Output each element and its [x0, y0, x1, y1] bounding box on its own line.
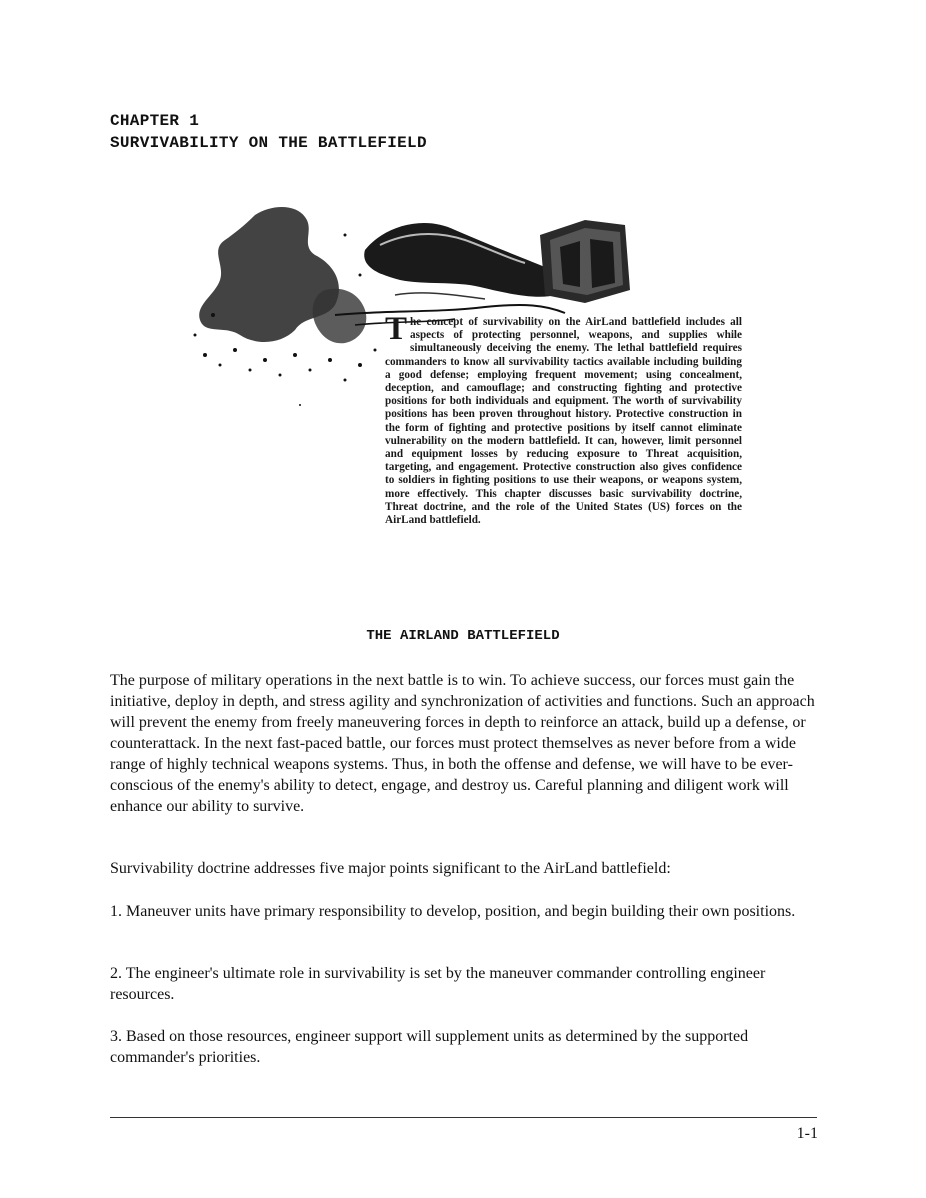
- list-item-2: 2. The engineer's ultimate role in survivability is set by the maneuver commander controlling engineer resources.: [110, 965, 766, 1003]
- page-number: 1-1: [796, 1125, 818, 1142]
- footer-divider: [110, 1117, 817, 1118]
- list-item-3: 3. Based on those resources, engineer support will supplement units as determined by the supported commander's priorities.: [110, 1028, 749, 1066]
- chapter-number: CHAPTER 1: [110, 112, 200, 130]
- body-paragraph-1: The purpose of military operations in the next battle is to win. To achieve success, our forces must gain the initiative, deploy in depth, and stress agility and synchronization of activities and functions. Such an approach will prevent the enemy from freely maneuvering forces in depth to reinforce an attack, build up a defense, or counterattack. In the next fast-paced battle, our forces must protect themselves as never before from a wide range of highly technical weapons systems. Thus, in both the offense and defense, we will have to be ever-conscious of the enemy's ability to detect, engage, and destroy us. Careful planning and diligent work will enhance our ability to survive.: [110, 672, 815, 815]
- section-heading: THE AIRLAND BATTLEFIELD: [366, 628, 560, 644]
- body-paragraph-2: Survivability doctrine addresses five major points significant to the AirLand battlefield:: [110, 860, 671, 877]
- drop-cap: T: [385, 311, 408, 347]
- intro-text: he concept of survivability on the AirLand battlefield includes all aspects of protecting personnel, weapons, and supplies while simultaneously deceiving the enemy. The lethal battlefield requires commanders to know all survivability tactics available including building a good defense; employing frequent movement; using concealment, deception, and camouflage; and constructing fighting and protective positions for both individuals and equipment. The worth of survivability positions has been proven throughout history. Protective construction in the form of fighting and protective positions by itself cannot eliminate vulnerability on the modern battlefield. It can, however, limit personnel and equipment losses by reducing exposure to Threat acquisition, targeting, and engagement. Protective construction also gives confidence to soldiers in fighting positions to use their weapons, or weapons system, more effectively. This chapter discusses basic survivability doctrine, Threat doctrine, and the role of the United States (US) forces on the AirLand battlefield.: [385, 316, 742, 527]
- intro-paragraph: [385, 311, 742, 527]
- chapter-heading: [110, 110, 427, 154]
- chapter-title: SURVIVABILITY ON THE BATTLEFIELD: [110, 134, 427, 152]
- list-item-1: 1. Maneuver units have primary responsibility to develop, position, and begin building their own positions.: [110, 903, 796, 920]
